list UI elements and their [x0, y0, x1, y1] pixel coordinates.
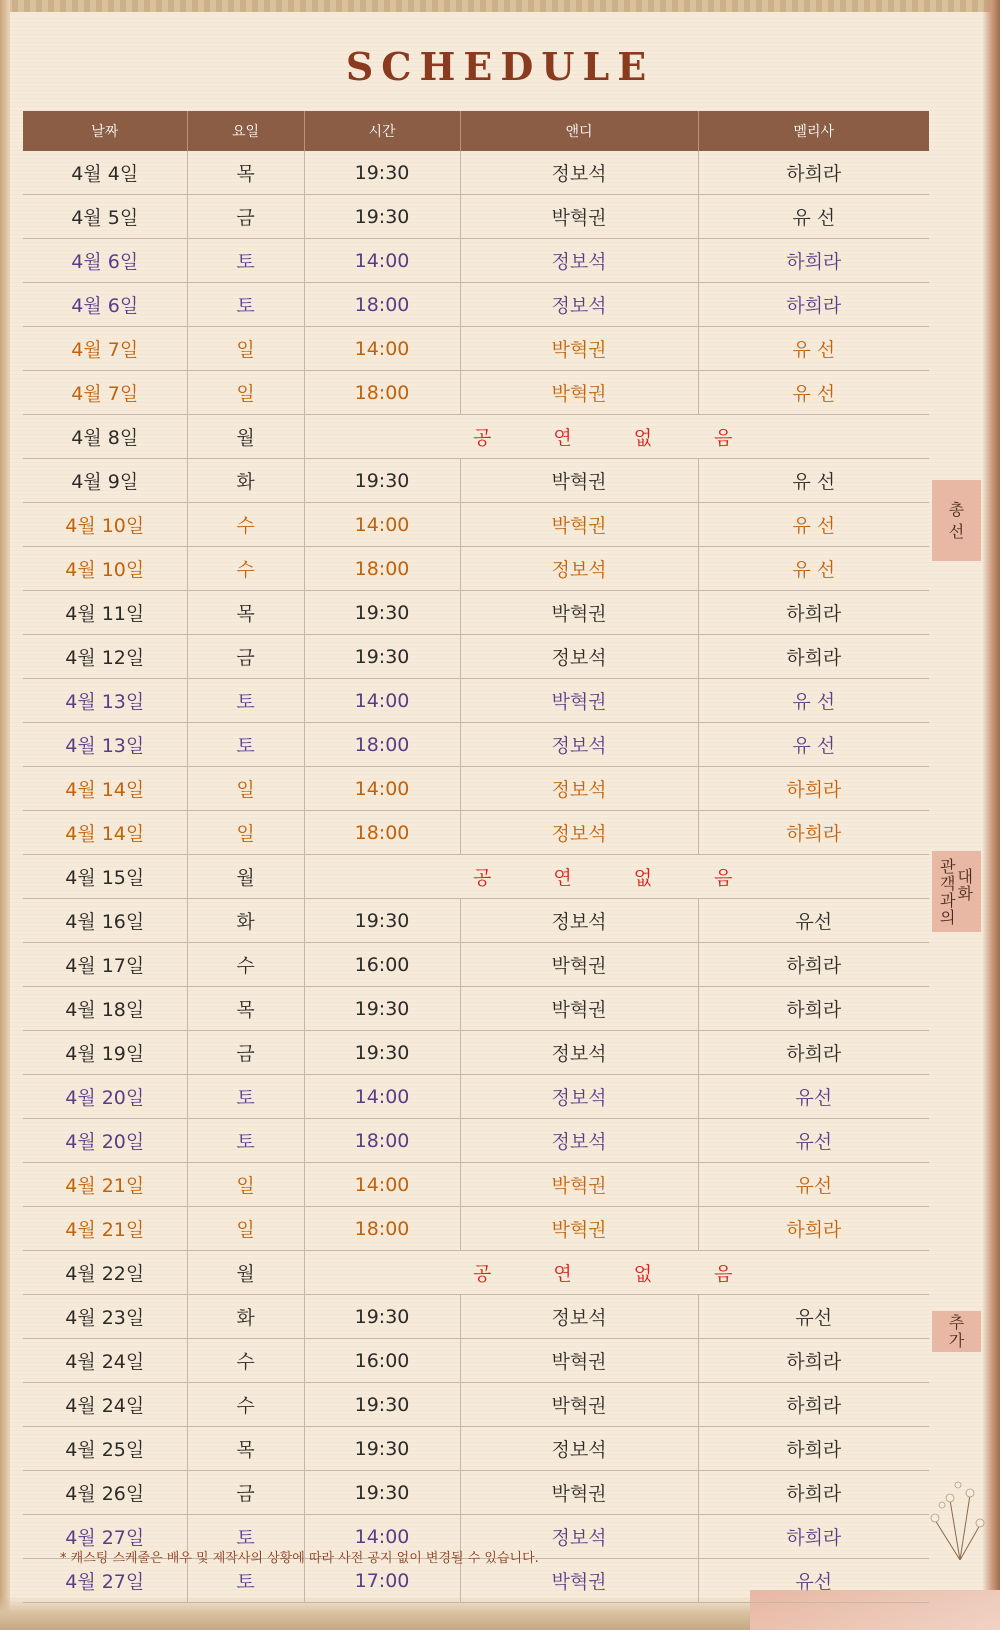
cell-time: 18:00	[304, 283, 460, 327]
schedule-table	[23, 111, 929, 1603]
cell-day: 토	[187, 1515, 304, 1559]
cell-day: 화	[187, 899, 304, 943]
cell-time: 17:00	[304, 1559, 460, 1603]
cell-day: 금	[187, 1031, 304, 1075]
cell-andy: 박혁권	[460, 371, 698, 415]
tag-char: 추	[948, 1312, 965, 1332]
cell-time: 19:30	[304, 987, 460, 1031]
header-day: 요일	[187, 111, 304, 151]
cell-date: 4월 13일	[23, 723, 187, 767]
cell-melissa: 하희라	[698, 1383, 929, 1427]
cell-andy: 박혁권	[460, 943, 698, 987]
cell-day: 토	[187, 283, 304, 327]
cell-time: 19:30	[304, 1031, 460, 1075]
cell-date: 4월 12일	[23, 635, 187, 679]
cell-time: 14:00	[304, 327, 460, 371]
cell-date: 4월 10일	[23, 547, 187, 591]
cell-melissa: 유선	[698, 1295, 929, 1339]
cell-andy: 박혁권	[460, 1471, 698, 1515]
cell-day: 토	[187, 1075, 304, 1119]
cell-day: 토	[187, 1559, 304, 1603]
cell-melissa: 유 선	[698, 679, 929, 723]
cell-time: 14:00	[304, 679, 460, 723]
cell-day: 화	[187, 459, 304, 503]
cell-time: 18:00	[304, 1119, 460, 1163]
cell-day: 토	[187, 723, 304, 767]
tag-char: 의	[940, 907, 956, 927]
cell-melissa: 하희라	[698, 1427, 929, 1471]
table-row	[23, 239, 929, 283]
cell-andy: 정보석	[460, 151, 698, 195]
tag-char: 총	[948, 499, 965, 519]
cell-melissa: 하희라	[698, 1515, 929, 1559]
cell-melissa: 하희라	[698, 811, 929, 855]
table-row	[23, 1031, 929, 1075]
cell-time: 19:30	[304, 1295, 460, 1339]
table-row	[23, 1471, 929, 1515]
cell-day: 목	[187, 1427, 304, 1471]
tag-added	[932, 1311, 981, 1352]
table-row	[23, 1383, 929, 1427]
cell-date: 4월 21일	[23, 1163, 187, 1207]
table-row	[23, 811, 929, 855]
cell-time: 18:00	[304, 371, 460, 415]
table-row	[23, 503, 929, 547]
tag-election	[932, 480, 981, 561]
cell-time: 19:30	[304, 1383, 460, 1427]
cell-time: 14:00	[304, 1163, 460, 1207]
cell-day: 목	[187, 151, 304, 195]
cell-date: 4월 4일	[23, 151, 187, 195]
cell-date: 4월 21일	[23, 1207, 187, 1251]
cell-melissa: 하희라	[698, 283, 929, 327]
page-title: SCHEDULE	[345, 44, 655, 89]
cell-day: 목	[187, 987, 304, 1031]
table-row	[23, 1119, 929, 1163]
cell-date: 4월 7일	[23, 327, 187, 371]
cell-andy: 정보석	[460, 767, 698, 811]
table-row	[23, 1339, 929, 1383]
cell-time: 14:00	[304, 1075, 460, 1119]
cell-date: 4월 13일	[23, 679, 187, 723]
table-row	[23, 899, 929, 943]
cell-date: 4월 18일	[23, 987, 187, 1031]
cell-time: 16:00	[304, 1339, 460, 1383]
table-row	[23, 415, 929, 459]
cell-andy: 박혁권	[460, 327, 698, 371]
cell-time: 16:00	[304, 943, 460, 987]
torn-right-edge	[982, 0, 1000, 1630]
cell-day: 월	[187, 855, 304, 899]
cell-melissa: 유 선	[698, 195, 929, 239]
cell-day: 월	[187, 1251, 304, 1295]
cell-date: 4월 15일	[23, 855, 187, 899]
tag-char: 객	[940, 873, 956, 893]
cell-melissa: 하희라	[698, 591, 929, 635]
cell-day: 금	[187, 195, 304, 239]
cell-date: 4월 7일	[23, 371, 187, 415]
cell-andy: 정보석	[460, 1119, 698, 1163]
cell-date: 4월 16일	[23, 899, 187, 943]
tag-char: 관	[940, 856, 956, 876]
cell-day: 일	[187, 811, 304, 855]
cell-andy: 정보석	[460, 1515, 698, 1559]
cell-day: 화	[187, 1295, 304, 1339]
cell-date: 4월 6일	[23, 239, 187, 283]
casting-footnote: * 캐스팅 스케줄은 배우 및 제작사의 상황에 따라 사전 공지 없이 변경될 수 있습니다.	[60, 1551, 539, 1566]
cell-date: 4월 9일	[23, 459, 187, 503]
cell-date: 4월 22일	[23, 1251, 187, 1295]
cell-melissa: 하희라	[698, 1339, 929, 1383]
cell-melissa: 유 선	[698, 371, 929, 415]
cell-no-show: 공 연 없 음	[304, 1251, 929, 1295]
cell-andy: 박혁권	[460, 195, 698, 239]
cell-date: 4월 5일	[23, 195, 187, 239]
cell-andy: 정보석	[460, 635, 698, 679]
cell-time: 18:00	[304, 1207, 460, 1251]
cell-melissa: 하희라	[698, 151, 929, 195]
table-row	[23, 1295, 929, 1339]
table-row	[23, 591, 929, 635]
cell-time: 14:00	[304, 767, 460, 811]
cell-date: 4월 26일	[23, 1471, 187, 1515]
cell-day: 목	[187, 591, 304, 635]
table-row	[23, 1075, 929, 1119]
cell-day: 일	[187, 1207, 304, 1251]
table-row	[23, 855, 929, 899]
cell-time: 19:30	[304, 1427, 460, 1471]
tag-char: 화	[957, 883, 973, 903]
cell-melissa: 하희라	[698, 987, 929, 1031]
torn-top-edge	[0, 0, 1000, 12]
cell-melissa: 하희라	[698, 1471, 929, 1515]
cell-time: 19:30	[304, 635, 460, 679]
cell-date: 4월 17일	[23, 943, 187, 987]
cell-day: 토	[187, 679, 304, 723]
cell-time: 14:00	[304, 1515, 460, 1559]
cell-time: 19:30	[304, 459, 460, 503]
cell-date: 4월 27일	[23, 1515, 187, 1559]
cell-melissa: 유선	[698, 1559, 929, 1603]
cell-day: 수	[187, 547, 304, 591]
tag-char: 가	[948, 1330, 965, 1350]
cell-time: 19:30	[304, 151, 460, 195]
table-row	[23, 283, 929, 327]
cell-day: 일	[187, 371, 304, 415]
table-row	[23, 1251, 929, 1295]
cell-day: 토	[187, 1119, 304, 1163]
cell-time: 18:00	[304, 723, 460, 767]
cell-day: 일	[187, 767, 304, 811]
cell-date: 4월 14일	[23, 767, 187, 811]
cell-andy: 정보석	[460, 899, 698, 943]
cell-date: 4월 24일	[23, 1383, 187, 1427]
cell-melissa: 하희라	[698, 767, 929, 811]
cell-date: 4월 23일	[23, 1295, 187, 1339]
table-row	[23, 1427, 929, 1471]
cell-andy: 정보석	[460, 547, 698, 591]
cell-melissa: 유 선	[698, 547, 929, 591]
cell-melissa: 유선	[698, 899, 929, 943]
cell-date: 4월 19일	[23, 1031, 187, 1075]
header-andy: 앤디	[460, 111, 698, 151]
tag-audience-talk	[932, 851, 981, 932]
tag-char: 과	[940, 890, 956, 910]
cell-date: 4월 24일	[23, 1339, 187, 1383]
table-row	[23, 943, 929, 987]
cell-day: 토	[187, 239, 304, 283]
cell-andy: 정보석	[460, 239, 698, 283]
cell-andy: 정보석	[460, 1031, 698, 1075]
cell-date: 4월 8일	[23, 415, 187, 459]
table-row	[23, 767, 929, 811]
table-row	[23, 195, 929, 239]
cell-andy: 정보석	[460, 1427, 698, 1471]
header-melissa: 멜리사	[698, 111, 929, 151]
cell-melissa: 유선	[698, 1163, 929, 1207]
cell-andy: 박혁권	[460, 1559, 698, 1603]
table-row	[23, 723, 929, 767]
cell-andy: 박혁권	[460, 591, 698, 635]
table-row	[23, 371, 929, 415]
header-time: 시간	[304, 111, 460, 151]
tag-char: 선	[948, 521, 965, 541]
cell-andy: 박혁권	[460, 459, 698, 503]
cell-time: 19:30	[304, 1471, 460, 1515]
cell-time: 18:00	[304, 811, 460, 855]
table-row	[23, 459, 929, 503]
cell-melissa: 유 선	[698, 723, 929, 767]
cell-day: 일	[187, 1163, 304, 1207]
table-row	[23, 679, 929, 723]
cell-andy: 박혁권	[460, 1163, 698, 1207]
cell-day: 수	[187, 503, 304, 547]
cell-andy: 박혁권	[460, 503, 698, 547]
cell-melissa: 유선	[698, 1119, 929, 1163]
cell-date: 4월 11일	[23, 591, 187, 635]
header-date: 날짜	[23, 111, 187, 151]
tag-char: 대	[957, 866, 973, 886]
cell-date: 4월 6일	[23, 283, 187, 327]
cell-melissa: 하희라	[698, 943, 929, 987]
cell-day: 금	[187, 1471, 304, 1515]
table-row	[23, 635, 929, 679]
cell-date: 4월 27일	[23, 1559, 187, 1603]
torn-left-edge	[0, 0, 10, 1630]
cell-melissa: 유 선	[698, 327, 929, 371]
cell-day: 수	[187, 943, 304, 987]
cell-melissa: 유선	[698, 1075, 929, 1119]
cell-melissa: 하희라	[698, 1031, 929, 1075]
cell-day: 월	[187, 415, 304, 459]
cell-andy: 박혁권	[460, 679, 698, 723]
table-row	[23, 1163, 929, 1207]
table-row	[23, 987, 929, 1031]
cell-andy: 박혁권	[460, 1339, 698, 1383]
cell-melissa: 유 선	[698, 459, 929, 503]
cell-date: 4월 20일	[23, 1075, 187, 1119]
cell-andy: 박혁권	[460, 1383, 698, 1427]
cell-melissa: 하희라	[698, 239, 929, 283]
cell-melissa: 하희라	[698, 1207, 929, 1251]
cell-day: 금	[187, 635, 304, 679]
table-row	[23, 151, 929, 195]
cell-time: 18:00	[304, 547, 460, 591]
cell-andy: 정보석	[460, 1075, 698, 1119]
table-header-row	[23, 111, 929, 151]
cell-no-show: 공 연 없 음	[304, 415, 929, 459]
table-row	[23, 327, 929, 371]
cell-day: 수	[187, 1339, 304, 1383]
cell-andy: 박혁권	[460, 1207, 698, 1251]
cell-day: 수	[187, 1383, 304, 1427]
cell-time: 19:30	[304, 899, 460, 943]
cell-andy: 정보석	[460, 1295, 698, 1339]
cell-day: 일	[187, 327, 304, 371]
cell-andy: 정보석	[460, 723, 698, 767]
cell-date: 4월 10일	[23, 503, 187, 547]
cell-date: 4월 25일	[23, 1427, 187, 1471]
cell-melissa: 유 선	[698, 503, 929, 547]
cell-date: 4월 20일	[23, 1119, 187, 1163]
cell-date: 4월 14일	[23, 811, 187, 855]
table-row	[23, 547, 929, 591]
cell-melissa: 하희라	[698, 635, 929, 679]
cell-time: 14:00	[304, 503, 460, 547]
schedule-rows	[23, 151, 929, 1603]
cell-andy: 박혁권	[460, 987, 698, 1031]
table-row	[23, 1207, 929, 1251]
cell-time: 19:30	[304, 195, 460, 239]
cell-time: 14:00	[304, 239, 460, 283]
cell-andy: 정보석	[460, 283, 698, 327]
cell-time: 19:30	[304, 591, 460, 635]
cell-andy: 정보석	[460, 811, 698, 855]
cell-no-show: 공 연 없 음	[304, 855, 929, 899]
